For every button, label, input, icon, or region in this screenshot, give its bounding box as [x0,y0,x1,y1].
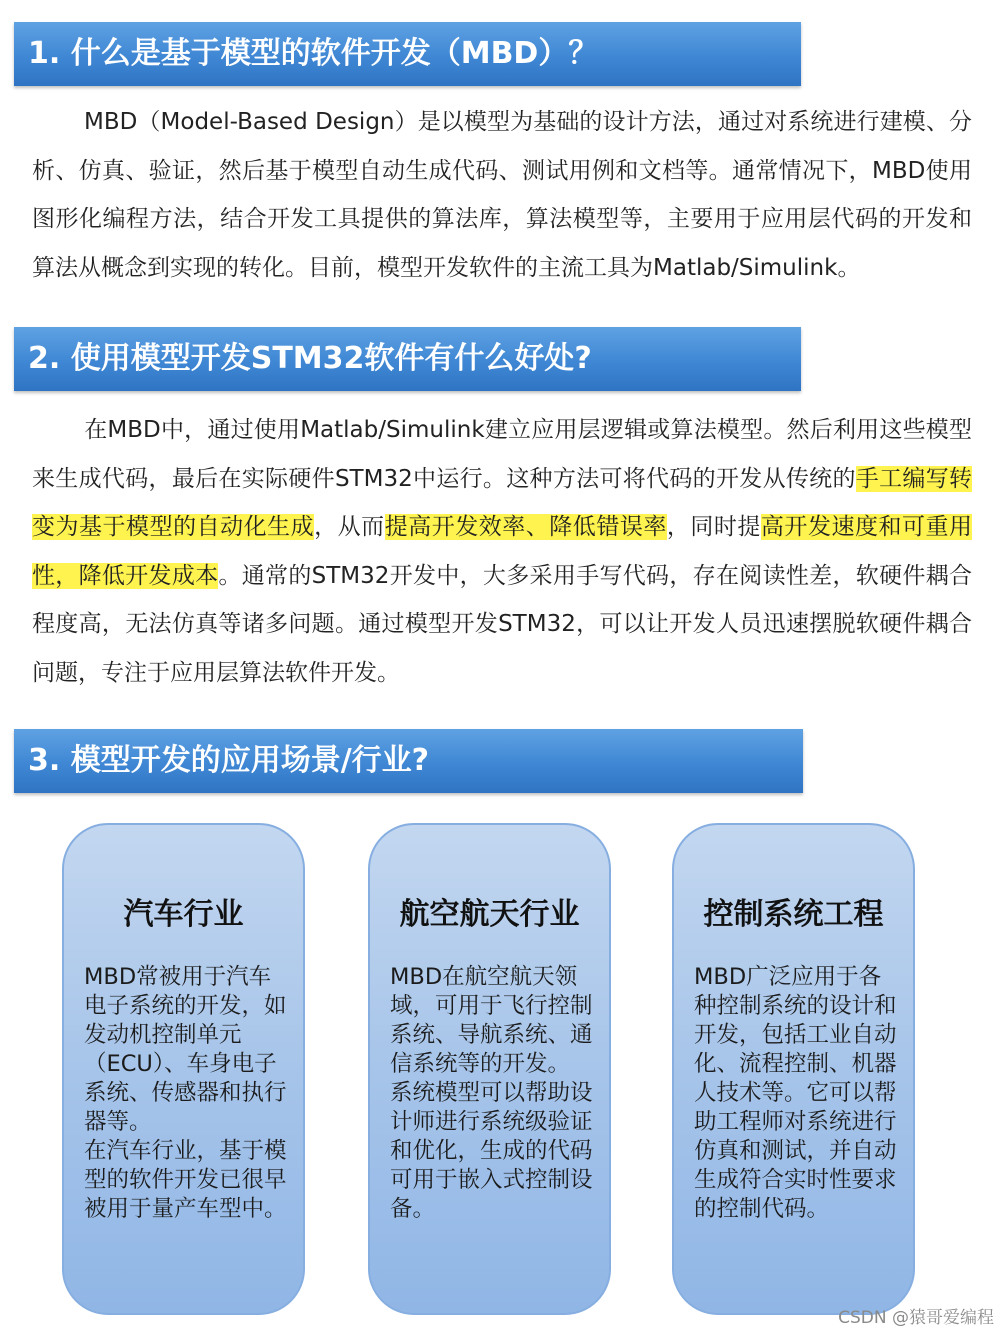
section-2-text-part: ，从而 [314,514,385,540]
section-2-text-part: ，同时提 [666,514,761,540]
section-1-header: 1. 什么是基于模型的软件开发（MBD）？ [14,22,801,86]
card-title: 汽车行业 [123,897,244,932]
card-text: 在汽车行业，基于模型的软件开发已很早被用于量产车型中。 [84,1138,287,1222]
card-text: 系统模型可以帮助设计师进行系统级验证和优化，生成的代码可用于嵌入式控制设备。 [390,1080,593,1222]
card-text: MBD常被用于汽车电子系统的开发，如发动机控制单元（ECU）、车身电子系统、传感器和执行器等。 [84,964,287,1135]
card-title: 航空航天行业 [399,897,580,932]
card-aerospace [368,823,611,1315]
section-2-text-part: 在MBD中，通过使用Matlab/Simulink建立应用层逻辑或算法模型。然后利用这些模型来生成代码，最后在实际硬件STM32中运行。这种方法可将代码的开发从传统的 [32,417,972,492]
card-title: 控制系统工程 [703,897,884,932]
card-body [694,963,899,1224]
section-1-paragraph [32,98,972,292]
section-2-text-part: 。通常的STM32开发中，大多采用手写代码，存在阅读性差，软硬件耦合程度高，无法仿真等诸多问题。通过模型开发STM32，可以让开发人员迅速摆脱软硬件耦合问题，专注于应用层算法软件开发。 [32,562,973,686]
card-body [84,963,289,1224]
card-body [390,963,595,1224]
card-automotive [62,823,305,1315]
highlight-speed-reuse-cost: 高开发速度和可重用性，降低开发成本 [32,514,973,589]
section-2-paragraph [32,406,972,697]
card-text: MBD广泛应用于各种控制系统的设计和开发，包括工业自动化、流程控制、机器人技术等。它可以帮助工程师对系统进行仿真和测试，并自动生成符合实时性要求的控制代码。 [694,964,897,1222]
card-control-systems [672,823,915,1315]
highlight-efficiency: 提高开发效率、降低错误率 [384,514,667,540]
csdn-watermark: CSDN @猿哥爱编程 [838,1308,994,1328]
section-1-text: MBD（Model-Based Design）是以模型为基础的设计方法，通过对系统进行建模、分析、仿真、验证，然后基于模型自动生成代码、测试用例和文档等。通常情况下，MBD使用图形化编程方法，结合开发工具提供的算法库，算法模型等，主要用于应用层代码的开发和算法从概念到实现的转化。目前，模型开发软件的主流工具为Matlab/Simulink。 [32,109,972,281]
section-3-header: 3. 模型开发的应用场景/行业? [14,729,803,793]
card-text: MBD在航空航天领域，可用于飞行控制系统、导航系统、通信系统等的开发。 [390,964,593,1077]
highlight-manual-to-auto: 手工编写转变为基于模型的自动化生成 [32,465,972,540]
section-2-header: 2. 使用模型开发STM32软件有什么好处? [14,327,801,391]
